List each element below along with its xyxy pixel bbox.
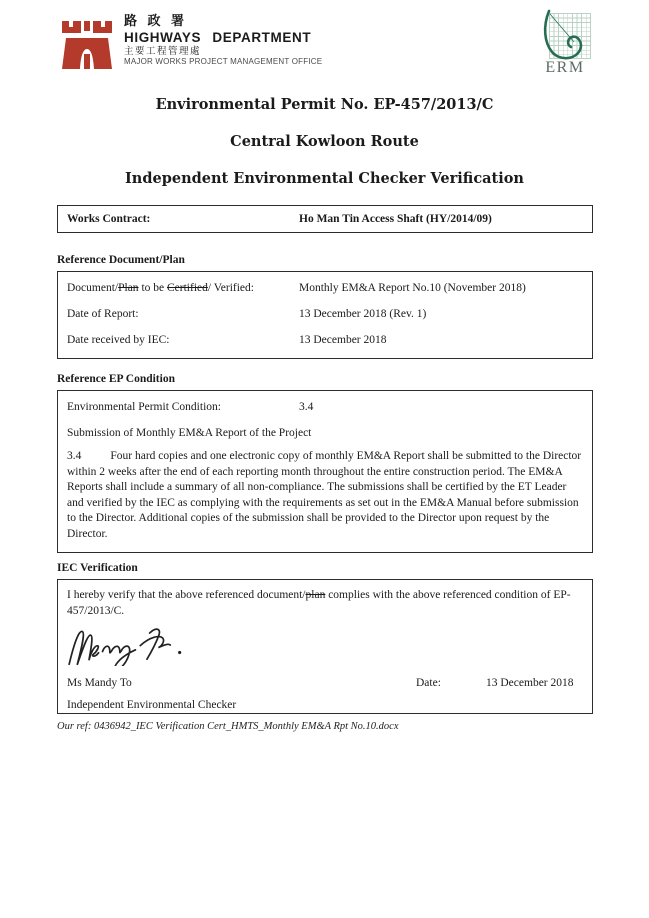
hd-chinese-subtitle: 主要工程管理處 bbox=[124, 45, 202, 57]
clause-number: 3.4 bbox=[67, 450, 82, 462]
statement-suffix: complies with the above referenced condition of EP-457/2013/C. bbox=[67, 589, 571, 617]
hd-english-subtitle: MAJOR WORKS PROJECT MANAGEMENT OFFICE bbox=[124, 57, 323, 67]
hd-chinese-title: 路 政 署 bbox=[124, 14, 188, 29]
struck-word-certified: Certified bbox=[167, 282, 208, 294]
table-row bbox=[67, 394, 583, 420]
iec-verification-heading: IEC Verification bbox=[57, 562, 138, 574]
document-verified-label bbox=[58, 282, 299, 294]
table-row bbox=[58, 301, 592, 327]
date-of-report-value: 13 December 2018 (Rev. 1) bbox=[299, 308, 427, 320]
signatory-title: Independent Environmental Checker bbox=[67, 699, 237, 711]
reference-ep-heading: Reference EP Condition bbox=[57, 373, 175, 385]
highways-department-icon bbox=[62, 21, 112, 69]
struck-word-plan: plan bbox=[305, 589, 326, 601]
signatory-name: Ms Mandy To bbox=[67, 677, 132, 689]
project-title: Central Kowloon Route bbox=[230, 133, 419, 150]
date-value: 13 December 2018 bbox=[486, 677, 574, 689]
reference-ep-table bbox=[57, 390, 593, 553]
struck-word-plan: Plan bbox=[118, 282, 139, 294]
signature-handwriting bbox=[62, 616, 202, 666]
label-mid: to be bbox=[138, 282, 167, 294]
table-row bbox=[58, 327, 592, 353]
highways-department-text bbox=[124, 15, 322, 69]
date-label: Date: bbox=[416, 677, 441, 689]
verification-statement bbox=[67, 588, 585, 620]
ep-subheading: Submission of Monthly EM&A Report of the Project bbox=[67, 427, 312, 439]
document-type-title: Independent Environmental Checker Verification bbox=[125, 170, 524, 187]
ep-subheading-row bbox=[67, 420, 583, 446]
table-row bbox=[58, 275, 592, 301]
reference-document-heading: Reference Document/Plan bbox=[57, 254, 185, 266]
iec-verification-box bbox=[57, 579, 593, 714]
date-received-label: Date received by IEC: bbox=[67, 334, 170, 346]
works-contract-table bbox=[57, 205, 593, 233]
ep-condition-label: Environmental Permit Condition: bbox=[67, 401, 221, 413]
ep-clause-paragraph bbox=[67, 449, 585, 543]
date-received-value: 13 December 2018 bbox=[299, 334, 387, 346]
document-verified-value: Monthly EM&A Report No.10 (November 2018) bbox=[299, 282, 526, 294]
our-ref-footer: Our ref: 0436942_IEC Verification Cert_HMTS_Monthly EM&A Rpt No.10.docx bbox=[57, 721, 399, 732]
ep-condition-value: 3.4 bbox=[299, 401, 314, 413]
erm-logo bbox=[536, 12, 596, 80]
works-contract-label: Works Contract: bbox=[67, 213, 151, 225]
erm-fern-icon bbox=[536, 9, 594, 63]
label-suffix: / Verified: bbox=[207, 282, 254, 294]
works-contract-value: Ho Man Tin Access Shaft (HY/2014/09) bbox=[299, 213, 492, 225]
date-of-report-label: Date of Report: bbox=[67, 308, 139, 320]
statement-prefix: I hereby verify that the above referenced document/ bbox=[67, 589, 306, 601]
reference-document-table bbox=[57, 271, 593, 359]
clause-text: Four hard copies and one electronic copy of monthly EM&A Report shall be submitted to the Director within 2 weeks after the end of each reporting month throughout the entire construction period. The EM&A Reports shall include a summary of all non-compliance. The submissions shall be certified by the ET Leader and verified by the IEC as complying with the requirements as set out in the EM&A Manual before submission to the Director. Additional copies of the submission shall be provided to the Director upon request by the Director. bbox=[67, 450, 582, 540]
label-prefix: Document/ bbox=[67, 282, 119, 294]
hd-english-title: HIGHWAYS DEPARTMENT bbox=[124, 29, 312, 45]
erm-wordmark: ERM bbox=[545, 59, 585, 76]
permit-number-title: Environmental Permit No. EP-457/2013/C bbox=[155, 96, 494, 113]
highways-department-logo bbox=[62, 15, 322, 69]
